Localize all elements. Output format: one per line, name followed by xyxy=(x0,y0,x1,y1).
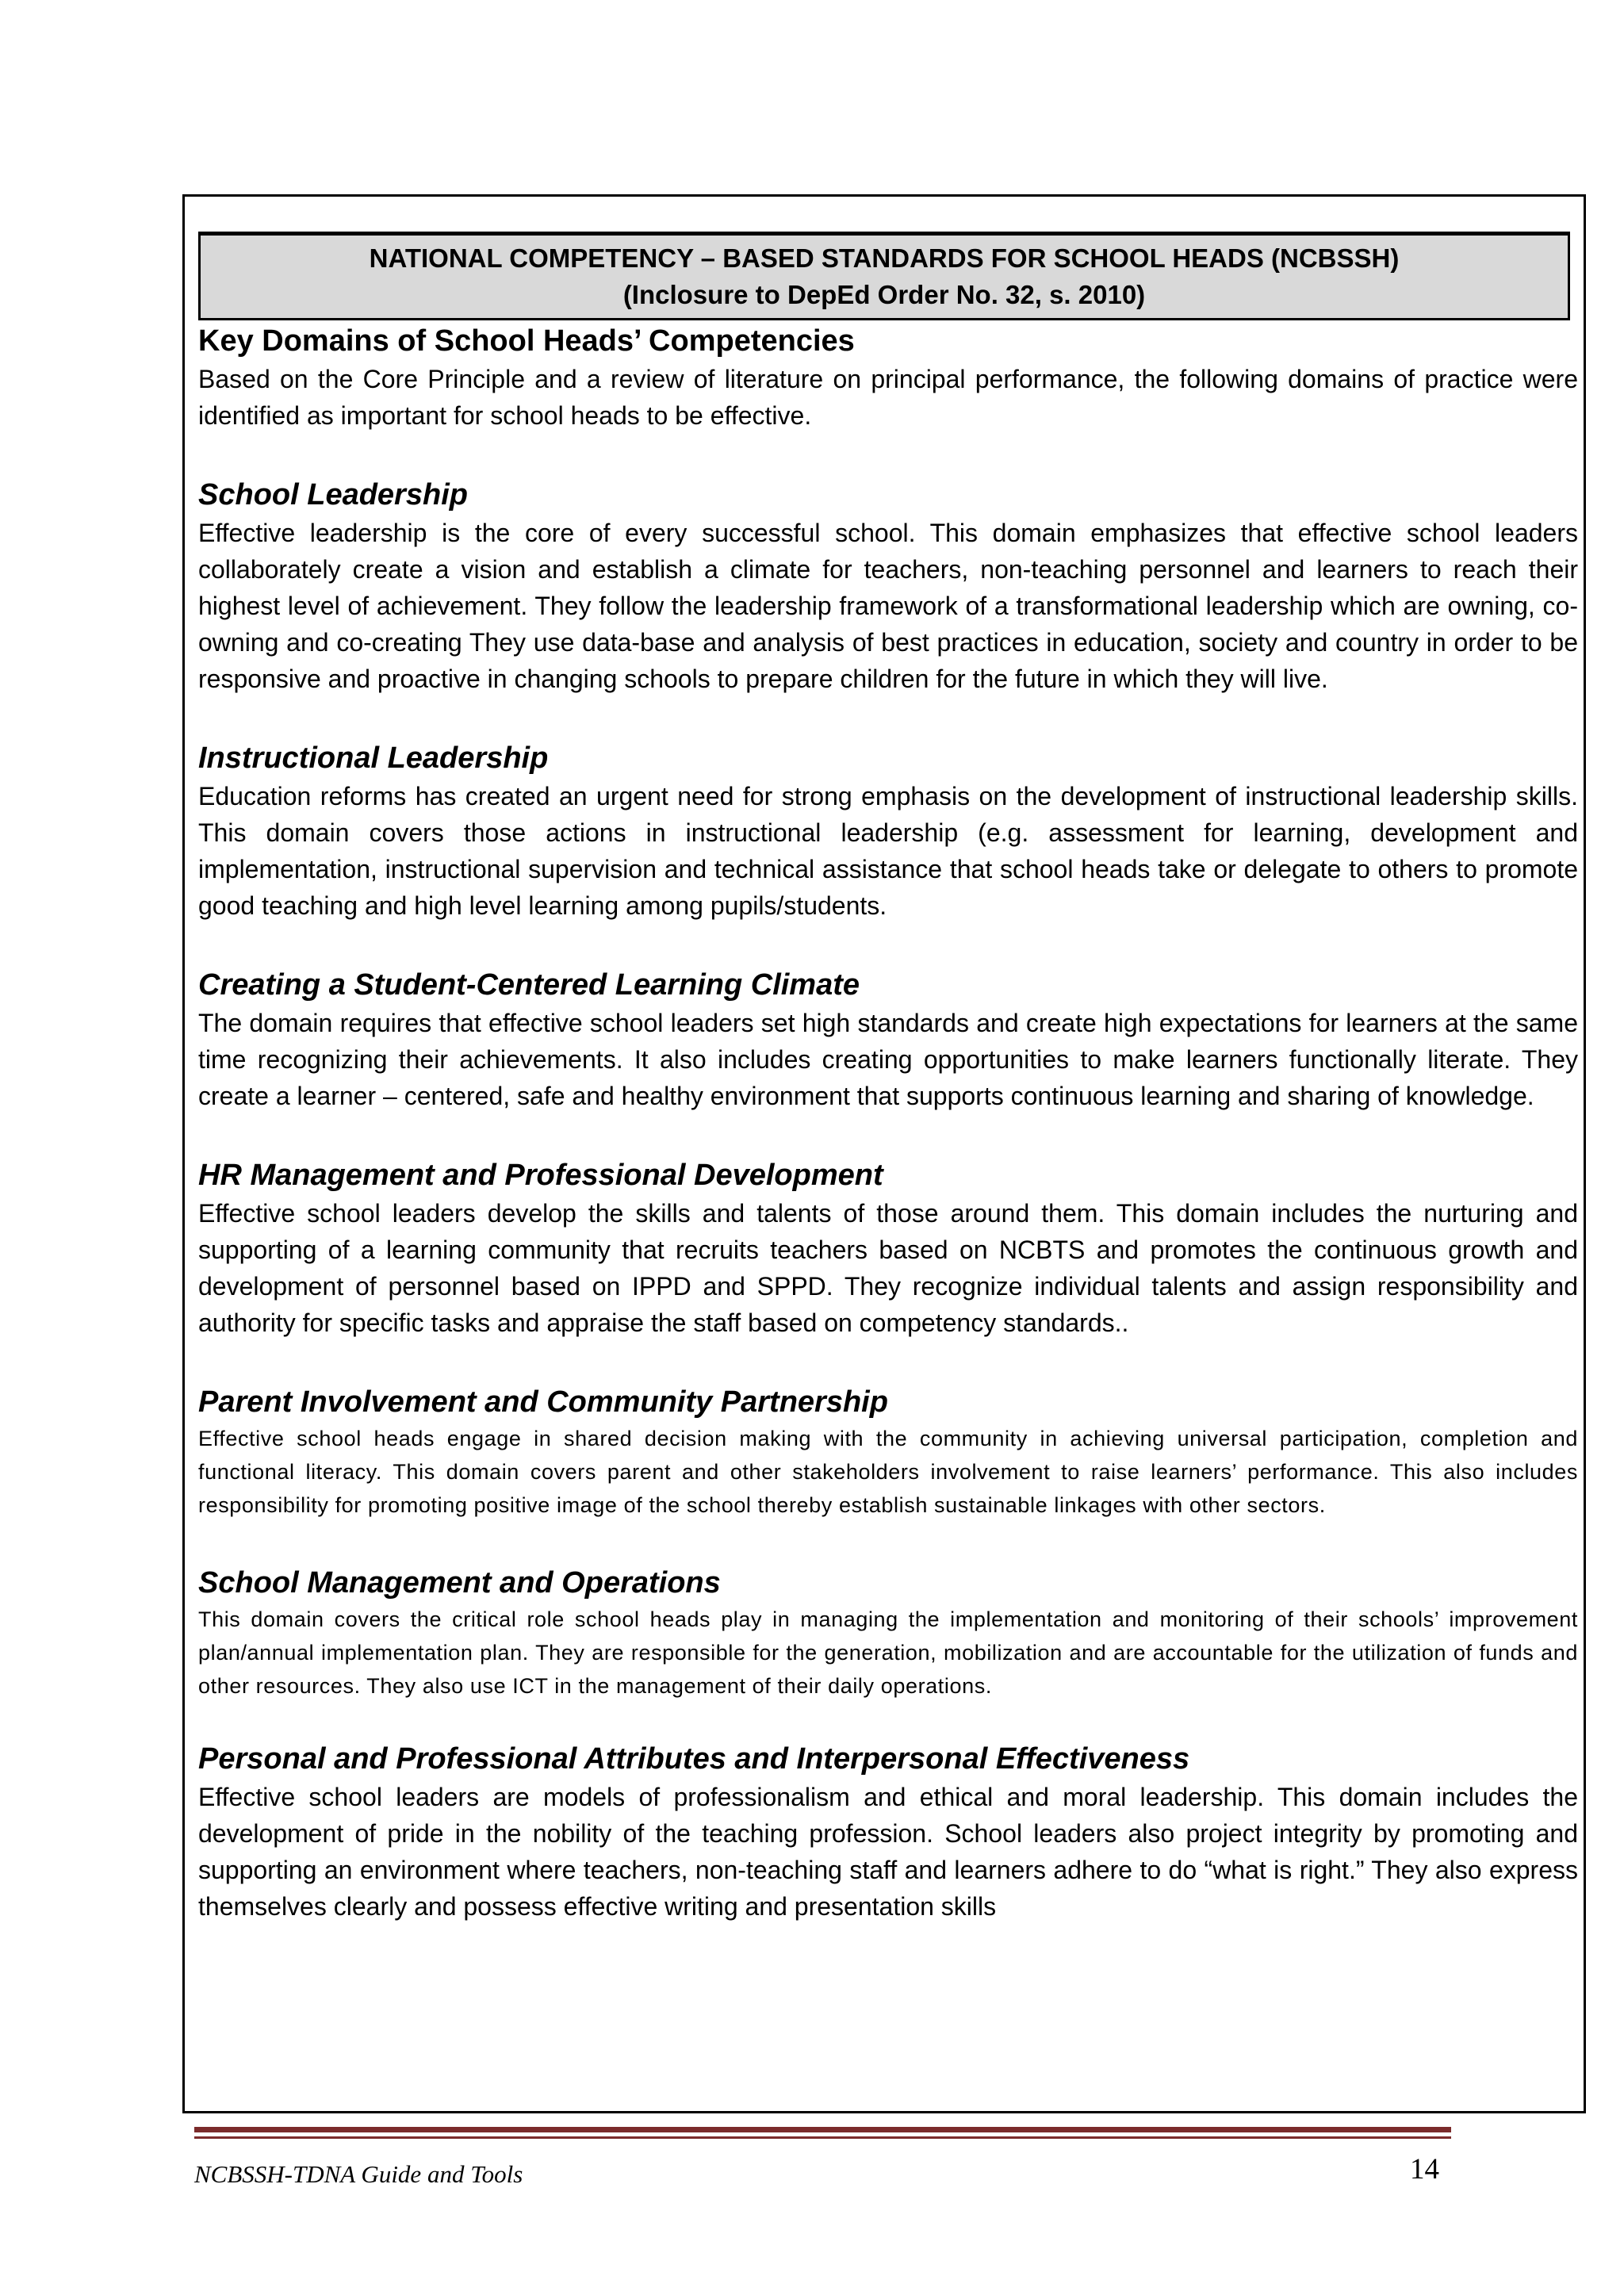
section-title: Creating a Student-Centered Learning Climate xyxy=(198,968,860,1002)
section-paragraph: This domain covers the critical role school heads play in managing the implementation and monitoring of their schools’ improvement plan/annual implementation plan. They are responsible for the generation, mobilization and are accountable for the utilization of funds and other resources. They also use ICT in the management of their daily operations. xyxy=(198,1607,1578,1698)
section-school-leadership xyxy=(198,475,1578,697)
section-hr-management xyxy=(198,1155,1578,1341)
section-instructional-leadership xyxy=(198,738,1578,924)
section-title: HR Management and Professional Development xyxy=(198,1159,883,1192)
section-learning-climate xyxy=(198,965,1578,1114)
section-paragraph: The domain requires that effective school leaders set high standards and create high expectations for learners at the same time recognizing their achievements. It also includes creating opportunities to make learners functionally literate. They create a learner – centered, safe and healthy environment that supports continuous learning and sharing of knowledge. xyxy=(198,1009,1578,1110)
section-title: Parent Involvement and Community Partnership xyxy=(198,1385,888,1419)
document-body xyxy=(198,321,1578,1925)
intro-paragraph: Based on the Core Principle and a review of literature on principal performance, the following domains of practice were identified as important for school heads to be effective. xyxy=(198,365,1578,430)
page-title: Key Domains of School Heads’ Competencies xyxy=(198,324,855,358)
footer-divider xyxy=(194,2127,1451,2132)
section-title: School Leadership xyxy=(198,478,468,511)
header-title: NATIONAL COMPETENCY – BASED STANDARDS FOR SCHOOL HEADS (NCBSSH) xyxy=(369,243,1400,273)
section-school-management xyxy=(198,1563,1578,1703)
page-number: 14 xyxy=(1410,2153,1439,2186)
section-parent-involvement xyxy=(198,1382,1578,1522)
section-paragraph: Education reforms has created an urgent need for strong emphasis on the development of instructional leadership skills. This domain covers those actions in instructional leadership (e.g. assessment for learning, development and implementation, instructional supervision and technical assistance that school heads take or delegate to others to promote good teaching and high level learning among pupils/students. xyxy=(198,782,1578,920)
section-personal-attributes xyxy=(198,1739,1578,1925)
section-title: Personal and Professional Attributes and Interpersonal Effectiveness xyxy=(198,1742,1190,1776)
header-subtitle: (Inclosure to DepEd Order No. 32, s. 2010) xyxy=(622,280,1146,309)
section-paragraph: Effective school leaders develop the skills and talents of those around them. This domain includes the nurturing and supporting of a learning community that recruits teachers based on NCBTS and promotes the continuous growth and development of personnel based on IPPD and SPPD. They recognize individual talents and assign responsibility and authority for specific tasks and appraise the staff based on competency standards.. xyxy=(198,1199,1578,1337)
footer-divider-thin xyxy=(194,2136,1451,2139)
section-paragraph: Effective school leaders are models of professionalism and ethical and moral leadership. This domain includes the development of pride in the nobility of the teaching profession. School leaders also project integrity by promoting and supporting an environment where teachers, non-teaching staff and learners adhere to do “what is right.” They also express themselves clearly and possess effective writing and presentation skills xyxy=(198,1783,1578,1921)
footer-guide-title: NCBSSH-TDNA Guide and Tools xyxy=(194,2160,523,2188)
section-title: Instructional Leadership xyxy=(198,741,549,775)
section-title: School Management and Operations xyxy=(198,1566,721,1600)
section-paragraph: Effective school heads engage in shared decision making with the community in achieving universal participation, completion and functional literacy. This domain covers parent and other stakeholders involvement to raise learners’ performance. This also includes responsibility for promoting positive image of the school thereby establish sustainable linkages with other sectors. xyxy=(198,1427,1578,1517)
section-paragraph: Effective leadership is the core of every successful school. This domain emphasizes that effective school leaders collaborately create a vision and establish a climate for teachers, non-teaching personnel and learners to reach their highest level of achievement. They follow the leadership framework of a transformational leadership which are owning, co-owning and co-creating They use data-base and analysis of best practices in education, society and country in order to be responsive and proactive in changing schools to prepare children for the future in which they will live. xyxy=(198,519,1578,693)
document-header xyxy=(198,232,1570,320)
